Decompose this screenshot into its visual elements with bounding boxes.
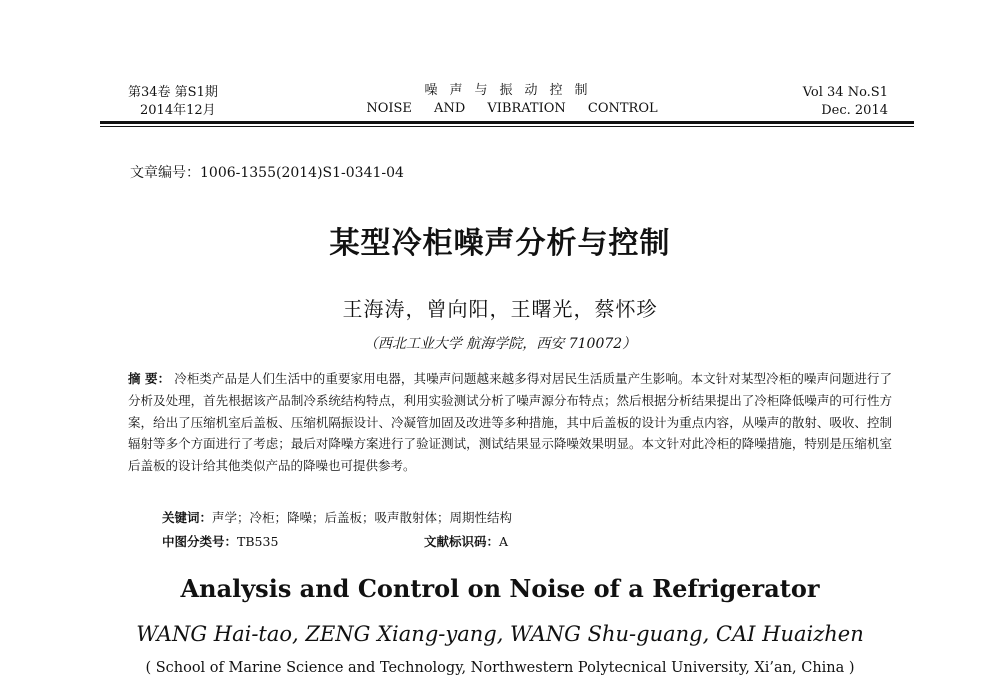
doc-code-value: A [499, 534, 509, 549]
journal-volume-cn [128, 84, 218, 120]
clc-number [162, 532, 278, 550]
clc-value: TB535 [237, 534, 279, 549]
header-rule-thick [100, 121, 914, 124]
doc-code-label: 文献标识码： [424, 534, 500, 549]
keywords-text: 声学；冷柜；降噪；后盖板；吸声散射体；周期性结构 [212, 510, 513, 525]
paper-title-cn: 某型冷柜噪声分析与控制 [329, 226, 671, 261]
journal-name [342, 82, 682, 118]
journal-name-en: NOISE AND VIBRATION CONTROL [366, 101, 658, 116]
keywords-cn [162, 508, 512, 526]
header-rule-thin [100, 126, 914, 127]
clc-label: 中图分类号： [162, 534, 238, 549]
volume-issue-cn: 第34卷 第S1期 [128, 85, 218, 100]
affiliation-cn: （西北工业大学 航海学院，西安 710072） [363, 336, 637, 352]
authors-en: WANG Hai-tao, ZENG Xiang-yang, WANG Shu-guang, CAI Huaizhen [136, 622, 864, 646]
abstract-cn [128, 368, 892, 477]
date-en: Dec. 2014 [821, 103, 888, 118]
document-code [424, 532, 508, 550]
journal-volume-en [803, 84, 888, 120]
abstract-label: 摘 要： [128, 371, 171, 386]
abstract-text: 冷柜类产品是人们生活中的重要家用电器，其噪声问题越来越多得对居民生活质量产生影响。本文针对某型冷柜的噪声问题进行了分析及处理，首先根据该产品制冷系统结构特点，利用实验测试分析了噪声源分布特点；然后根据分析结果提出了冷柜降低噪声的可行性方案，给出了压缩机室后盖板、压缩机隔振设计、冷凝管加固及改进等多种措施，其中后盖板的设计为重点内容，从噪声的散射、吸收、控制辐射等多个方面进行了考虑；最后对降噪方案进行了验证测试，测试结果显示降噪效果明显。本文针对此冷柜的降噪措施，特别是压缩机室后盖板的设计给其他类似产品的降噪也可提供参考。 [128, 371, 892, 474]
volume-issue-en: Vol 34 No.S1 [802, 85, 888, 100]
date-cn: 2014年12月 [140, 103, 216, 118]
affiliation-en: ( School of Marine Science and Technology, Northwestern Polytecnical University, Xi’an, China ) [145, 660, 855, 676]
authors-cn: 王海涛，曾向阳，王曙光，蔡怀珍 [342, 297, 658, 321]
keywords-label: 关键词： [162, 510, 213, 525]
journal-name-cn: 噪声与振动控制 [424, 83, 600, 98]
article-number: 文章编号：1006-1355(2014)S1-0341-04 [130, 165, 404, 181]
paper-title-en: Analysis and Control on Noise of a Refrigerator [180, 574, 820, 603]
